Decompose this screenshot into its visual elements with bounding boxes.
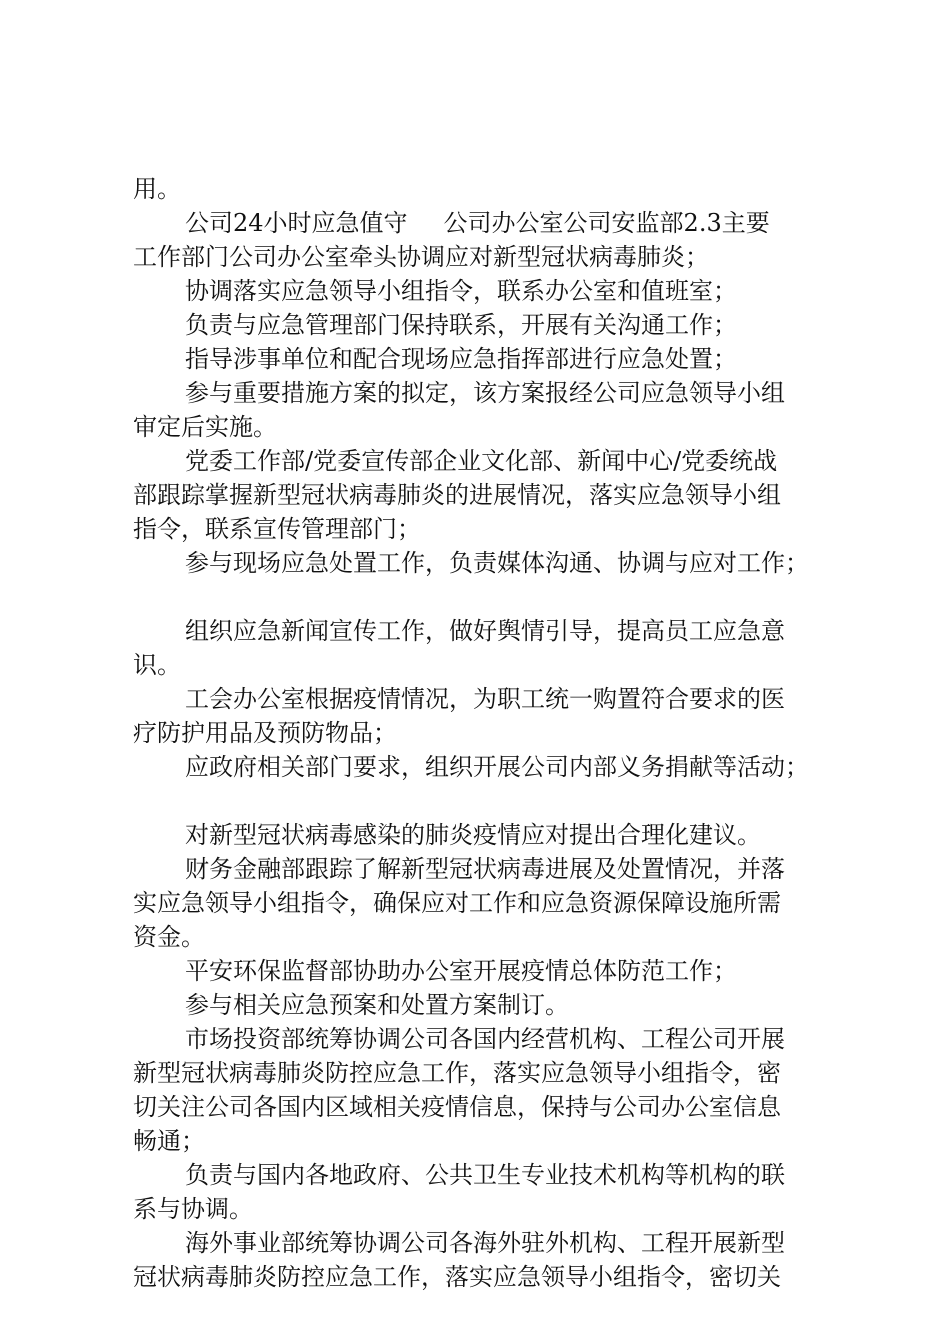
text-line: 用。 xyxy=(133,175,181,203)
text-line: 指导涉事单位和配合现场应急指挥部进行应急处置； xyxy=(185,345,737,373)
document-body xyxy=(133,172,825,1294)
text-line: 参与现场应急处置工作，负责媒体沟通、协调与应对工作； xyxy=(185,549,809,577)
text-line: 切关注公司各国内区域相关疫情信息，保持与公司办公室信息 xyxy=(133,1093,781,1121)
text-line: 参与重要措施方案的拟定，该方案报经公司应急领导小组 xyxy=(185,379,785,407)
text-line: 部跟踪掌握新型冠状病毒肺炎的进展情况，落实应急领导小组 xyxy=(133,481,781,509)
blank-line xyxy=(133,580,825,614)
blank-line xyxy=(133,784,825,818)
text-line: 新型冠状病毒肺炎防控应急工作，落实应急领导小组指令，密 xyxy=(133,1059,781,1087)
text-line: 指令，联系宣传管理部门； xyxy=(133,515,421,543)
text-line: 组织应急新闻宣传工作，做好舆情引导，提高员工应急意 xyxy=(185,617,785,645)
text-line: 财务金融部跟踪了解新型冠状病毒进展及处置情况，并落 xyxy=(185,855,785,883)
text-line: 实应急领导小组指令，确保应对工作和应急资源保障设施所需 xyxy=(133,889,781,917)
text-segment: 公司办公室公司安监部2.3主要 xyxy=(443,209,770,237)
text-line: 党委工作部/党委宣传部企业文化部、新闻中心/党委统战 xyxy=(185,447,778,475)
text-line: 应政府相关部门要求，组织开展公司内部义务捐献等活动； xyxy=(185,753,809,781)
text-line: 负责与应急管理部门保持联系，开展有关沟通工作； xyxy=(185,311,737,339)
text-segment: 公司24小时应急值守 xyxy=(185,209,408,237)
text-line: 对新型冠状病毒感染的肺炎疫情应对提出合理化建议。 xyxy=(185,821,761,849)
text-line: 市场投资部统筹协调公司各国内经营机构、工程公司开展 xyxy=(185,1025,785,1053)
text-line: 协调落实应急领导小组指令，联系办公室和值班室； xyxy=(185,277,737,305)
text-line: 工会办公室根据疫情情况，为职工统一购置符合要求的医 xyxy=(185,685,785,713)
text-line: 冠状病毒肺炎防控应急工作，落实应急领导小组指令，密切关 xyxy=(133,1263,781,1291)
text-line: 畅通； xyxy=(133,1127,205,1155)
text-line: 工作部门公司办公室牵头协调应对新型冠状病毒肺炎； xyxy=(133,243,709,271)
text-line: 系与协调。 xyxy=(133,1195,253,1223)
text-line: 参与相关应急预案和处置方案制订。 xyxy=(185,991,569,1019)
text-line: 资金。 xyxy=(133,923,205,951)
text-line: 负责与国内各地政府、公共卫生专业技术机构等机构的联 xyxy=(185,1161,785,1189)
text-line xyxy=(133,206,825,240)
text-line: 疗防护用品及预防物品； xyxy=(133,719,397,747)
text-line: 平安环保监督部协助办公室开展疫情总体防范工作； xyxy=(185,957,737,985)
text-line: 审定后实施。 xyxy=(133,413,277,441)
text-line: 海外事业部统筹协调公司各海外驻外机构、工程开展新型 xyxy=(185,1229,785,1257)
text-line: 识。 xyxy=(133,651,181,679)
